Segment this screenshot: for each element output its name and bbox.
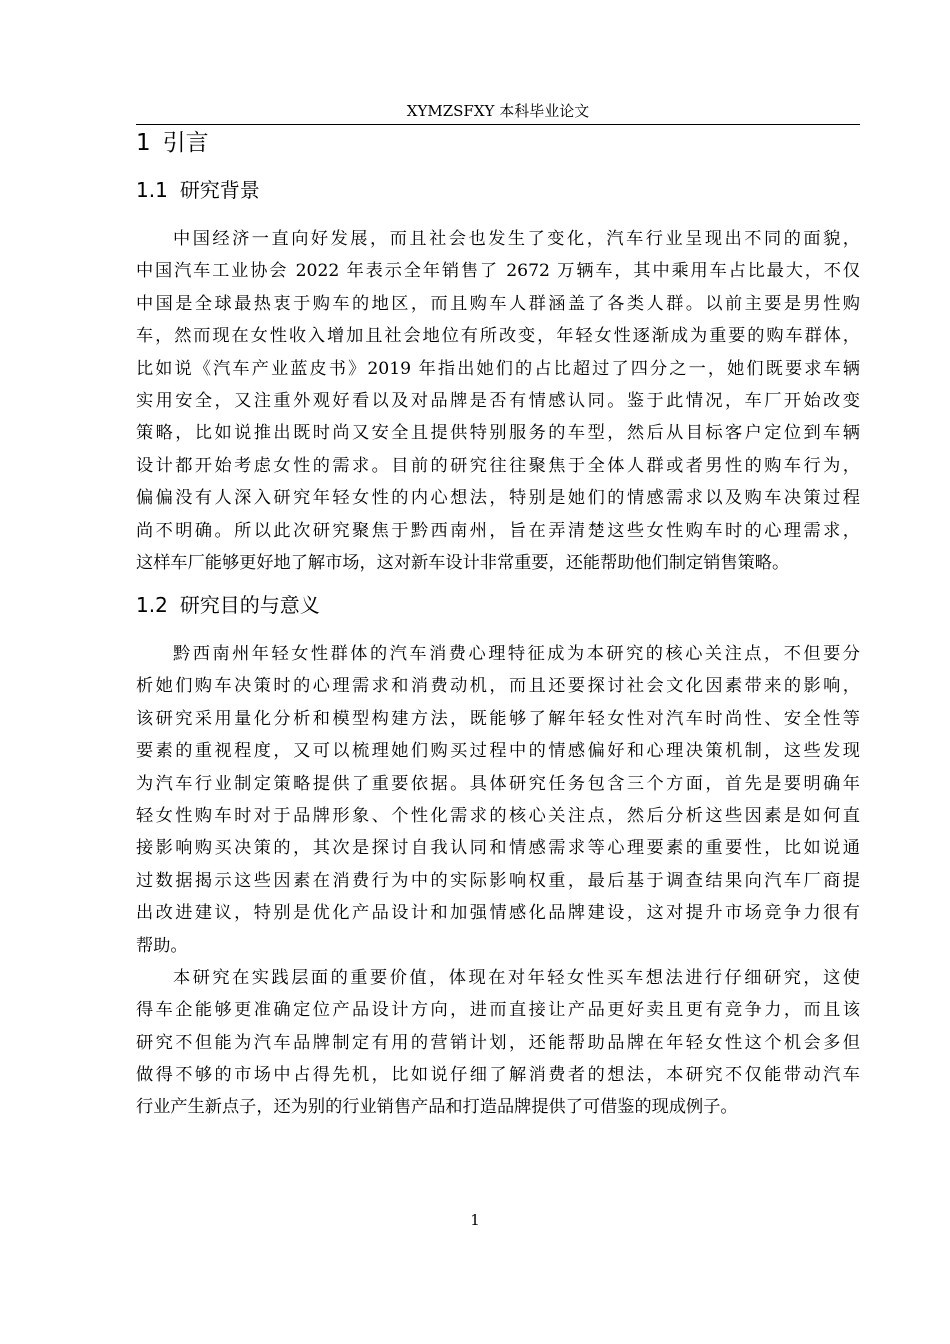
page-number: 1 [470,1211,480,1229]
section-title: 研究目的与意义 [179,593,320,617]
paragraph-line: 中国经济一直向好发展，而且社会也发生了变化，汽车行业呈现出不同的面貌， [173,229,860,249]
paragraph-line: 要素的重视程度，又可以梳理她们购买过程中的情感偏好和心理决策机制，这些发现 [136,741,860,762]
paragraph-line: 这样车厂能够更好地了解市场，这对新车设计非常重要，还能帮助他们制定销售策略。 [136,552,790,573]
paragraph-line: 偏偏没有人深入研究年轻女性的内心想法，特别是她们的情感需求以及购车决策过程 [136,488,860,509]
paragraph-line: 中国是全球最热衷于购车的地区，而且购车人群涵盖了各类人群。以前主要是男性购 [136,293,860,314]
paragraph-line: 出改进建议，特别是优化产品设计和加强情感化品牌建设，这对提升市场竞争力很有 [136,903,860,924]
paragraph-line: 析她们购车决策时的心理需求和消费动机，而且还要探讨社会文化因素带来的影响， [136,676,860,697]
section-heading-1-1 [136,176,260,204]
paragraph-line: 黔西南州年轻女性群体的汽车消费心理特征成为本研究的核心关注点，不但要分 [173,644,860,664]
header-rule [136,124,860,125]
paragraph-line: 设计都开始考虑女性的需求。目前的研究往往聚焦于全体人群或者男性的购车行为， [136,455,860,476]
section-body-1-1 [136,223,860,579]
paragraph-line: 策略，比如说推出既时尚又安全且提供特别服务的车型，然后从目标客户定位到车辆 [136,423,860,444]
section-number: 1.2 [136,593,168,617]
paragraph-line: 得车企能够更准确定位产品设计方向，进而直接让产品更好卖且更有竞争力，而且该 [136,1000,860,1021]
paragraph-line: 接影响购买决策的，其次是探讨自我认同和情感需求等心理要素的重要性，比如说通 [136,838,860,859]
paragraph-line: 做得不够的市场中占得先机，比如说仔细了解消费者的想法，本研究不仅能带动汽车 [136,1065,860,1086]
paragraph [136,962,860,1124]
chapter-heading [136,127,209,159]
section-title: 研究背景 [179,178,260,202]
paragraph-line: 中国汽车工业协会 2022 年表示全年销售了 2672 万辆车，其中乘用车占比最大，不仅 [136,261,860,282]
paragraph-line: 该研究采用量化分析和模型构建方法，既能够了解年轻女性对汽车时尚性、安全性等 [136,708,860,729]
chapter-number: 1 [136,130,151,156]
paragraph [136,223,860,579]
paragraph [136,638,860,962]
section-body-1-2 [136,638,860,1124]
paragraph-line: 研究不但能为汽车品牌制定有用的营销计划，还能帮助品牌在年轻女性这个机会多但 [136,1032,860,1053]
paragraph-line: 过数据揭示这些因素在消费行为中的实际影响权重，最后基于调查结果向汽车厂商提 [136,870,860,891]
paragraph-line: 行业产生新点子，还为别的行业销售产品和打造品牌提供了可借鉴的现成例子。 [136,1097,738,1118]
paragraph-line: 帮助。 [136,935,188,956]
chapter-title: 引言 [162,130,209,156]
paragraph-line: 尚不明确。所以此次研究聚焦于黔西南州，旨在弄清楚这些女性购车时的心理需求， [136,520,860,541]
section-heading-1-2 [136,591,320,619]
paragraph-line: 为汽车行业制定策略提供了重要依据。具体研究任务包含三个方面，首先是要明确年 [136,773,860,794]
page-header: XYMZSFXY 本科毕业论文 [406,102,590,120]
paragraph-line: 比如说《汽车产业蓝皮书》2019 年指出她们的占比超过了四分之一，她们既要求车辆 [136,358,860,379]
paragraph-line: 本研究在实践层面的重要价值，体现在对年轻女性买车想法进行仔细研究，这使 [173,967,860,988]
paragraph-line: 实用安全，又注重外观好看以及对品牌是否有情感认同。鉴于此情况，车厂开始改变 [136,390,860,411]
section-number: 1.1 [136,178,168,202]
paragraph-line: 车，然而现在女性收入增加且社会地位有所改变，年轻女性逐渐成为重要的购车群体， [136,326,860,347]
paragraph-line: 轻女性购车时对于品牌形象、个性化需求的核心关注点，然后分析这些因素是如何直 [136,805,860,826]
